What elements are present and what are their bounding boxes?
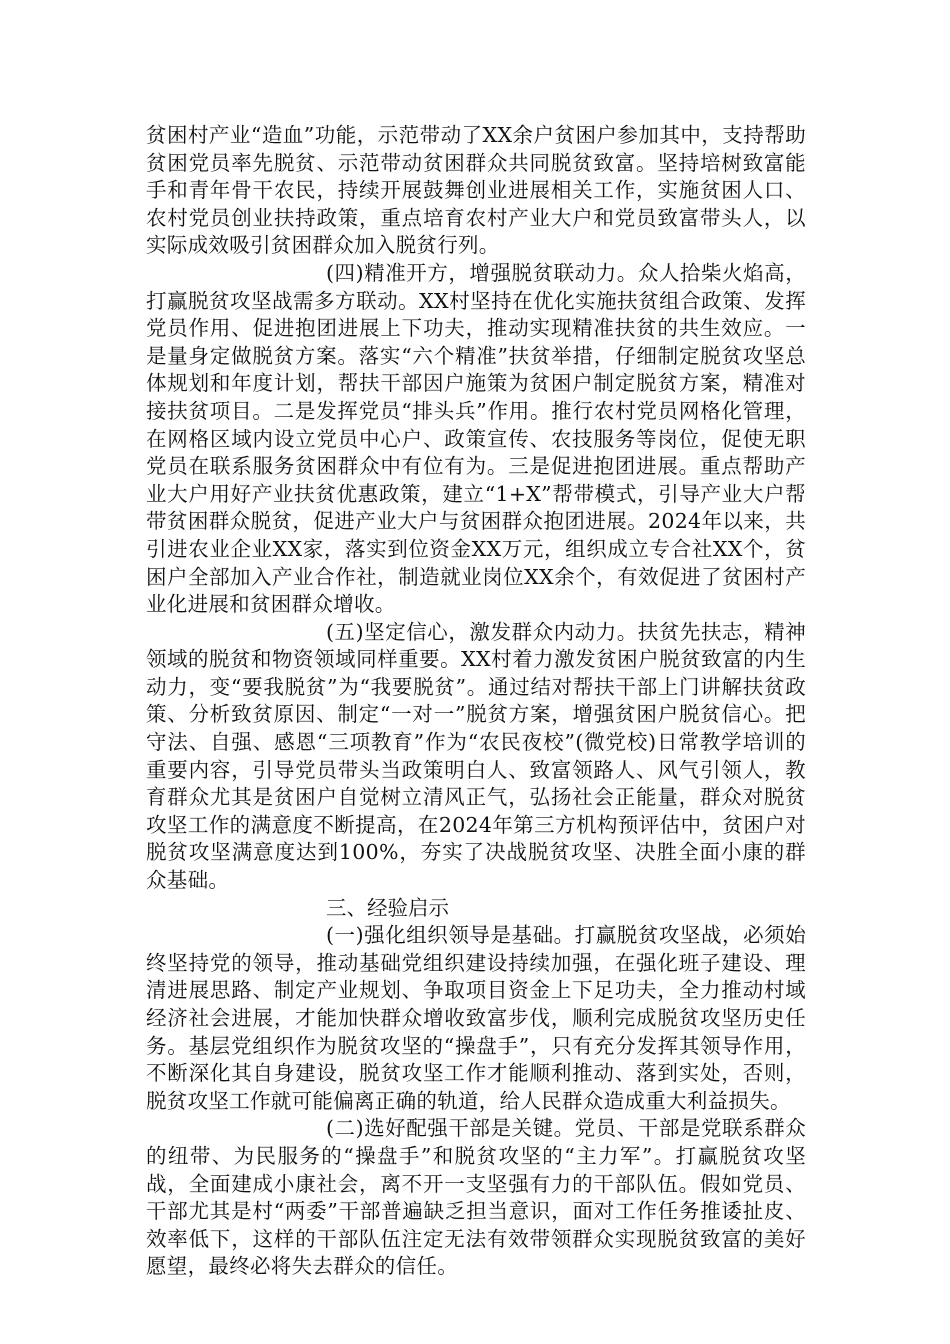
section-heading-experience: 三、经验启示: [326, 895, 449, 920]
paragraph-section-five: (五)坚定信心，激发群众内动力。扶贫先扶志，精神领域的脱贫和物资领域同样重要。XX村着力激发贫困户脱贫致富的内生动力，变“要我脱贫”为“我要脱贫”。通过结对帮扶干部上门讲解扶贫政策、分析致贫原因、制定“一对一”脱贫方案，增强贫困户脱贫信心。把守法、自强、感恩“三项教育”作为“农民夜校”(微党校)日常教学培训的重要内容，引导党员带头当政策明白人、致富领路人、风气引领人，教育群众尤其是贫困户自觉树立清风正气，弘扬社会正能量，群众对脱贫攻坚工作的满意度不断提高，在2024年第三方机构预评估中，贫困户对脱贫攻坚满意度达到100%，夯实了决战脱贫攻坚、决胜全面小康的群众基础。: [146, 619, 806, 893]
paragraph-lesson-two: (二)选好配强干部是关键。党员、干部是党联系群众的纽带、为民服务的“操盘手”和脱贫攻坚的“主力军”。打赢脱贫攻坚战，全面建成小康社会，离不开一支坚强有力的干部队伍。假如党员、干部尤其是村“两委”干部普遍缺乏担当意识，面对工作任务推诿扯皮、效率低下，这样的干部队伍注定无法有效带领群众实现脱贫致富的美好愿望，最终必将失去群众的信任。: [146, 1116, 806, 1279]
paragraph-continuation: 贫困村产业“造血”功能，示范带动了XX余户贫困户参加其中，支持帮助贫困党员率先脱贫、示范带动贫困群众共同脱贫致富。坚持培树致富能手和青年骨干农民，持续开展鼓舞创业进展相关工作，实施贫困人口、农村党员创业扶持政策，重点培育农村产业大户和党员致富带头人，以实际成效吸引贫困群众加入脱贫行列。: [146, 123, 806, 258]
paragraph-lesson-one: (一)强化组织领导是基础。打赢脱贫攻坚战，必须始终坚持党的领导，推动基础党组织建设持续加强，在强化班子建设、理清进展思路、制定产业规划、争取项目资金上下足功夫，全力推动村域经济社会进展，才能加快群众增收致富步伐，顺利完成脱贫攻坚历史任务。基层党组织作为脱贫攻坚的“操盘手”，只有充分发挥其领导作用，不断深化其自身建设，脱贫攻坚工作才能顺利推动、落到实处，否则，脱贫攻坚工作就可能偏离正确的轨道，给人民群众造成重大利益损失。: [146, 923, 806, 1113]
paragraph-section-four: (四)精准开方，增强脱贫联动力。众人拾柴火焰高，打赢脱贫攻坚战需多方联动。XX村坚持在优化实施扶贫组合政策、发挥党员作用、促进抱团进展上下功夫，推动实现精准扶贫的共生效应。一是量身定做脱贫方案。落实“六个精准”扶贫举措，仔细制定脱贫攻坚总体规划和年度计划，帮扶干部因户施策为贫困户制定脱贫方案，精准对接扶贫项目。二是发挥党员“排头兵”作用。推行农村党员网格化管理，在网格区域内设立党员中心户、政策宣传、农技服务等岗位，促使无职党员在联系服务贫困群众中有位有为。三是促进抱团进展。重点帮助产业大户用好产业扶贫优惠政策，建立“1+X”帮带模式，引导产业大户帮带贫困群众脱贫，促进产业大户与贫困群众抱团进展。2024年以来，共引进农业企业XX家，落实到位资金XX万元，组织成立专合社XX个，贫困户全部加入产业合作社，制造就业岗位XX余个，有效促进了贫困村产业化进展和贫困群众增收。: [146, 260, 806, 617]
document-page: [146, 122, 806, 1281]
